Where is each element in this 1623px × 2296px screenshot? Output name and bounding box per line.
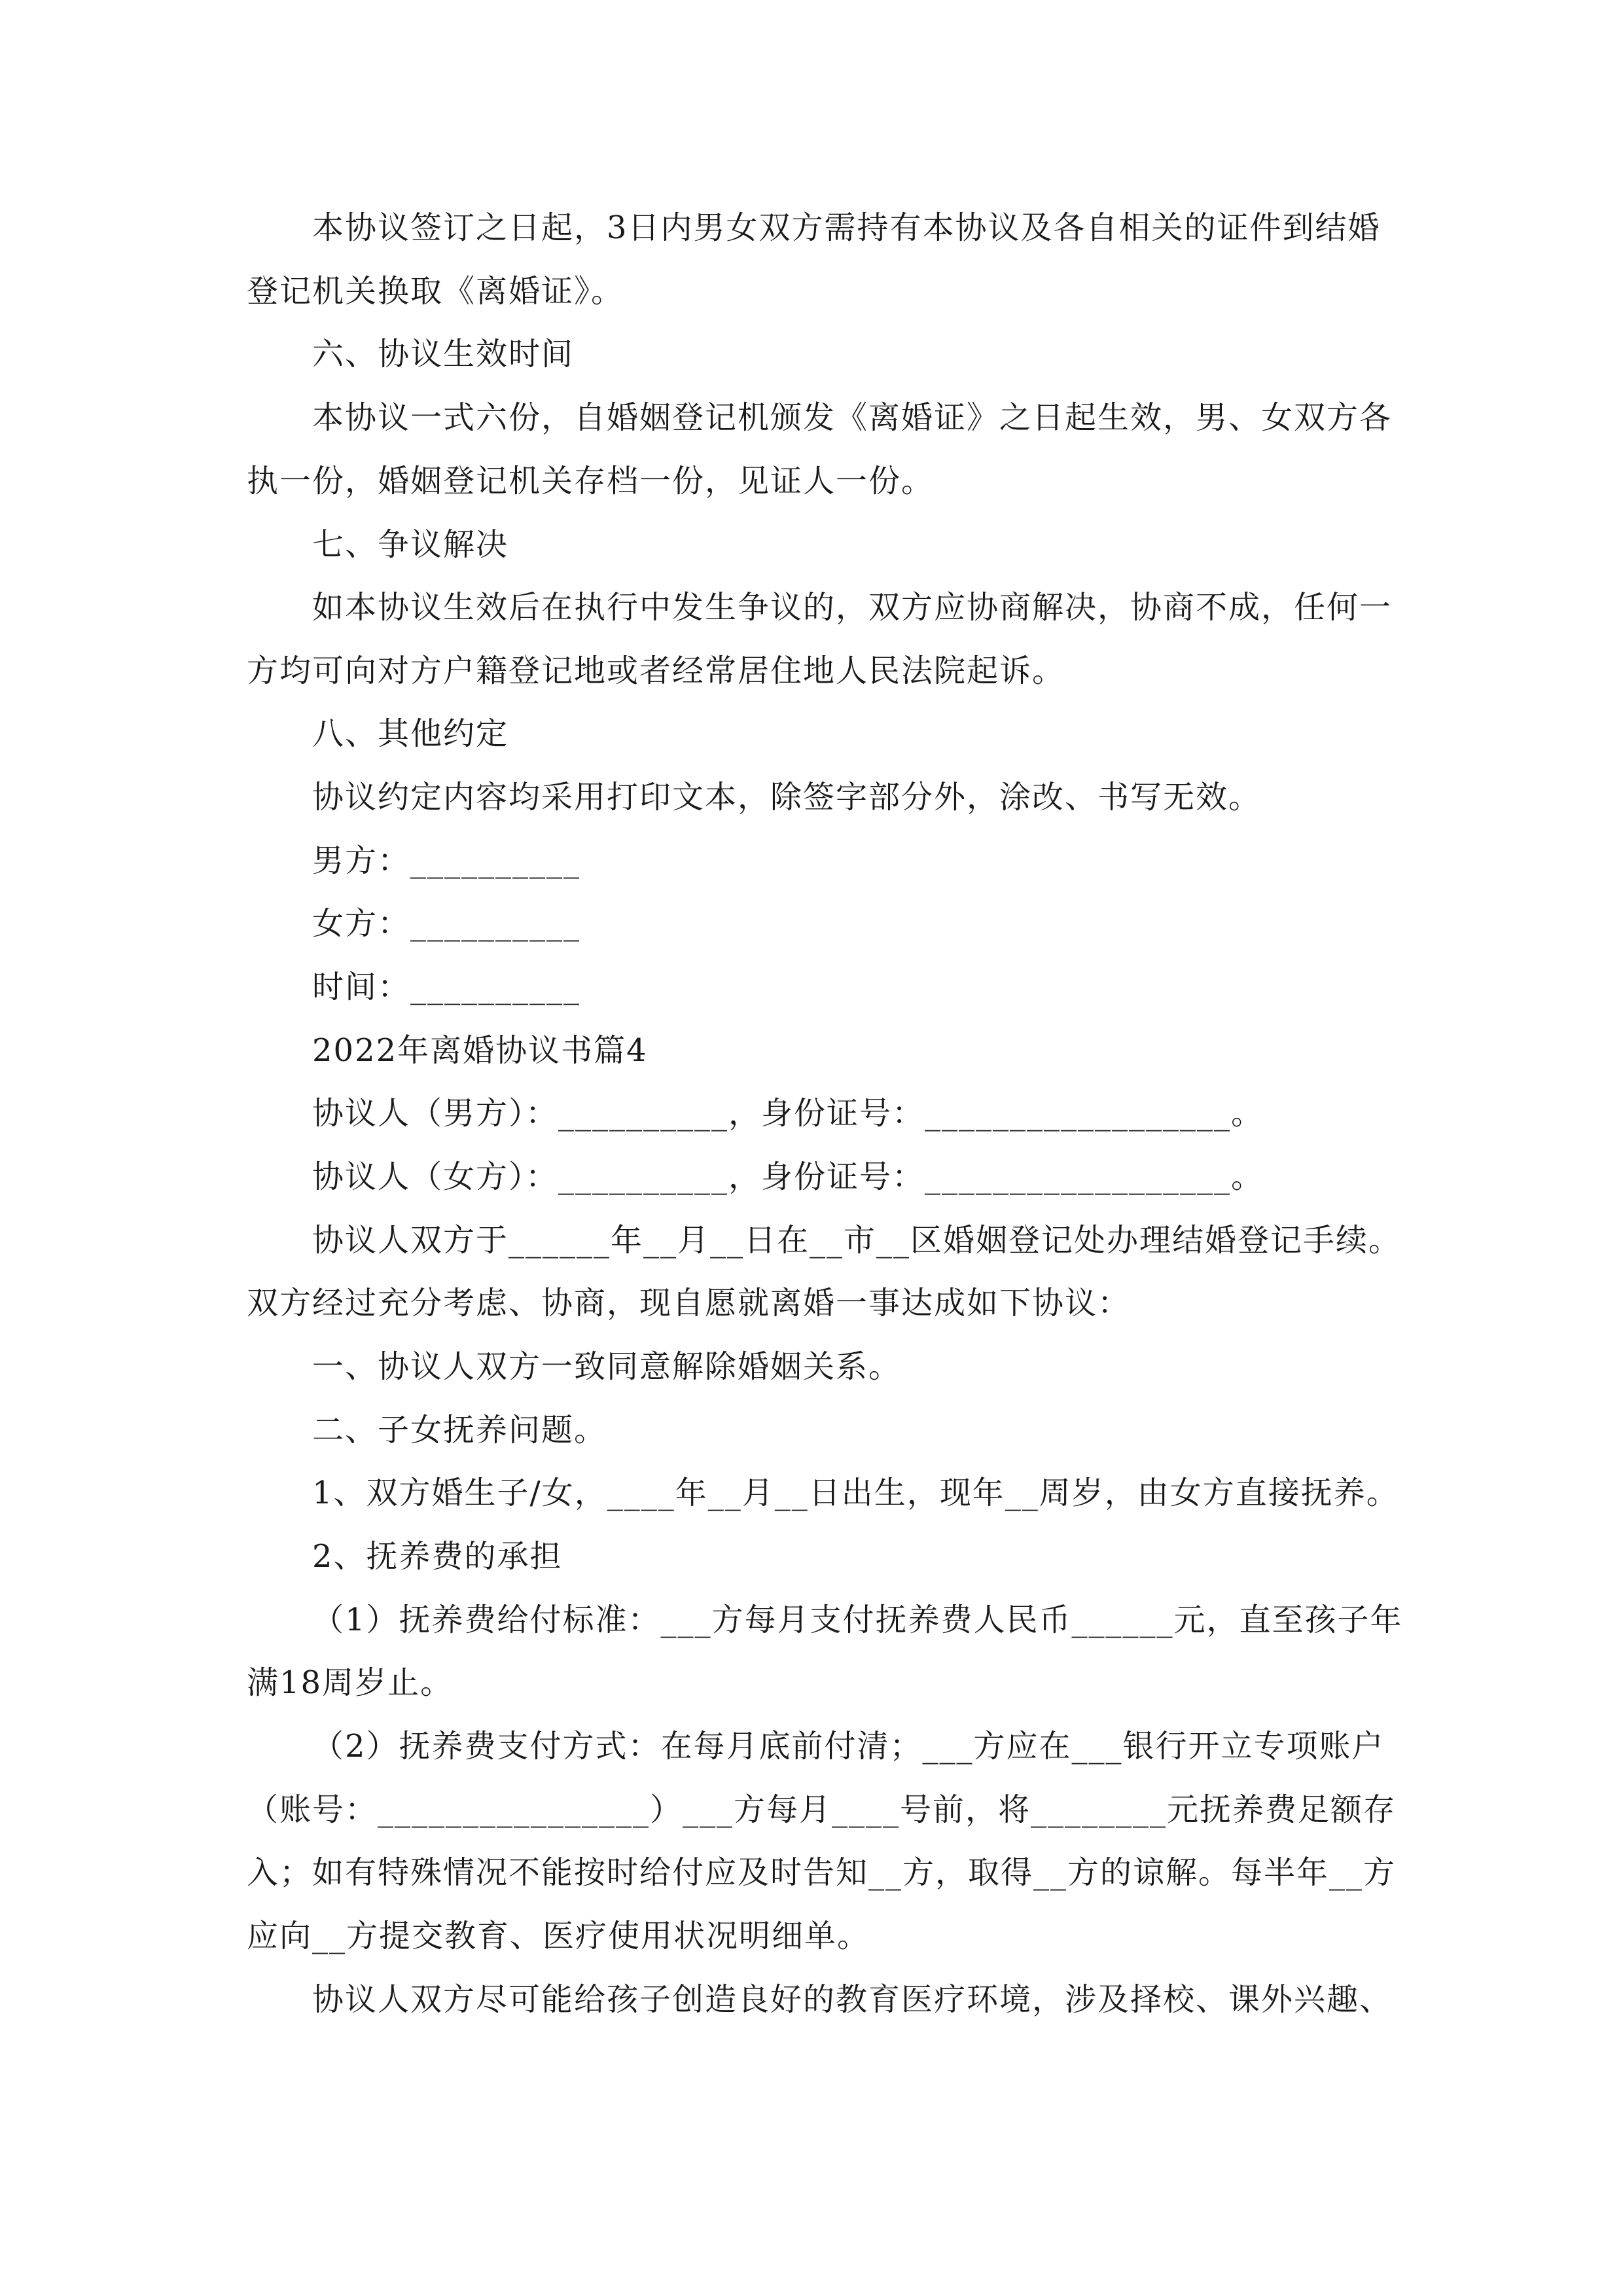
text-line: 方均可向对方户籍登记地或者经常居住地人民法院起诉。 (247, 653, 1065, 689)
text-line: 1、双方婚生子/女，____年__月__日出生，现年__周岁，由女方直接抚养。 (312, 1475, 1399, 1511)
text-line: 二、子女抚养问题。 (312, 1412, 607, 1448)
text-line: 本协议签订之日起，3日内男女双方需持有本协议及各自相关的证件到结婚 (312, 209, 1381, 246)
text-line: 协议约定内容均采用打印文本，除签字部分外，涂改、书写无效。 (312, 779, 1262, 816)
text-line: 一、协议人双方一致同意解除婚姻关系。 (312, 1348, 902, 1385)
signature-line-date: 时间：__________ (312, 969, 581, 1005)
text-line: 协议人双方于______年__月__日在__市__区婚姻登记处办理结婚登记手续。 (312, 1222, 1402, 1259)
text-line: 双方经过充分考虑、协商，现自愿就离婚一事达成如下协议： (247, 1285, 1131, 1321)
text-line: （账号：________________）___方每月____号前，将________元抚养费足额存 (247, 1791, 1397, 1828)
text-line: 执一份，婚姻登记机关存档一份，见证人一份。 (247, 463, 935, 499)
text-line: 入；如有特殊情况不能按时给付应及时告知__方，取得__方的谅解。每半年__方 (247, 1854, 1397, 1891)
text-line: 应向__方提交教育、医疗使用状况明细单。 (247, 1918, 870, 1954)
text-line: 协议人（男方）：__________，身份证号：__________________。 (312, 1095, 1264, 1132)
document-title: 2022年离婚协议书篇4 (312, 1032, 648, 1069)
section-heading: 七、争议解决 (312, 526, 509, 563)
text-line: （1）抚养费给付标准：___方每月支付抚养费人民币______元，直至孩子年 (312, 1602, 1403, 1638)
text-line: 2、抚养费的承担 (312, 1538, 563, 1575)
text-line: 协议人（女方）：__________，身份证号：__________________。 (312, 1158, 1264, 1195)
text-line: 本协议一式六份，自婚姻登记机颁发《离婚证》之日起生效，男、女双方各 (312, 399, 1393, 436)
signature-line-female: 女方：__________ (312, 905, 581, 942)
section-heading: 六、协议生效时间 (312, 336, 575, 372)
text-line: （2）抚养费支付方式：在每月底前付清；___方应在___银行开立专项账户 (312, 1728, 1385, 1765)
text-line: 如本协议生效后在执行中发生争议的，双方应协商解决，协商不成，任何一 (312, 589, 1393, 626)
signature-line-male: 男方：__________ (312, 842, 581, 879)
text-line: 登记机关换取《离婚证》。 (247, 273, 624, 310)
section-heading: 八、其他约定 (312, 715, 509, 752)
text-line: 满18周岁止。 (247, 1664, 454, 1701)
text-line: 协议人双方尽可能给孩子创造良好的教育医疗环境，涉及择校、课外兴趣、 (312, 1981, 1393, 2018)
